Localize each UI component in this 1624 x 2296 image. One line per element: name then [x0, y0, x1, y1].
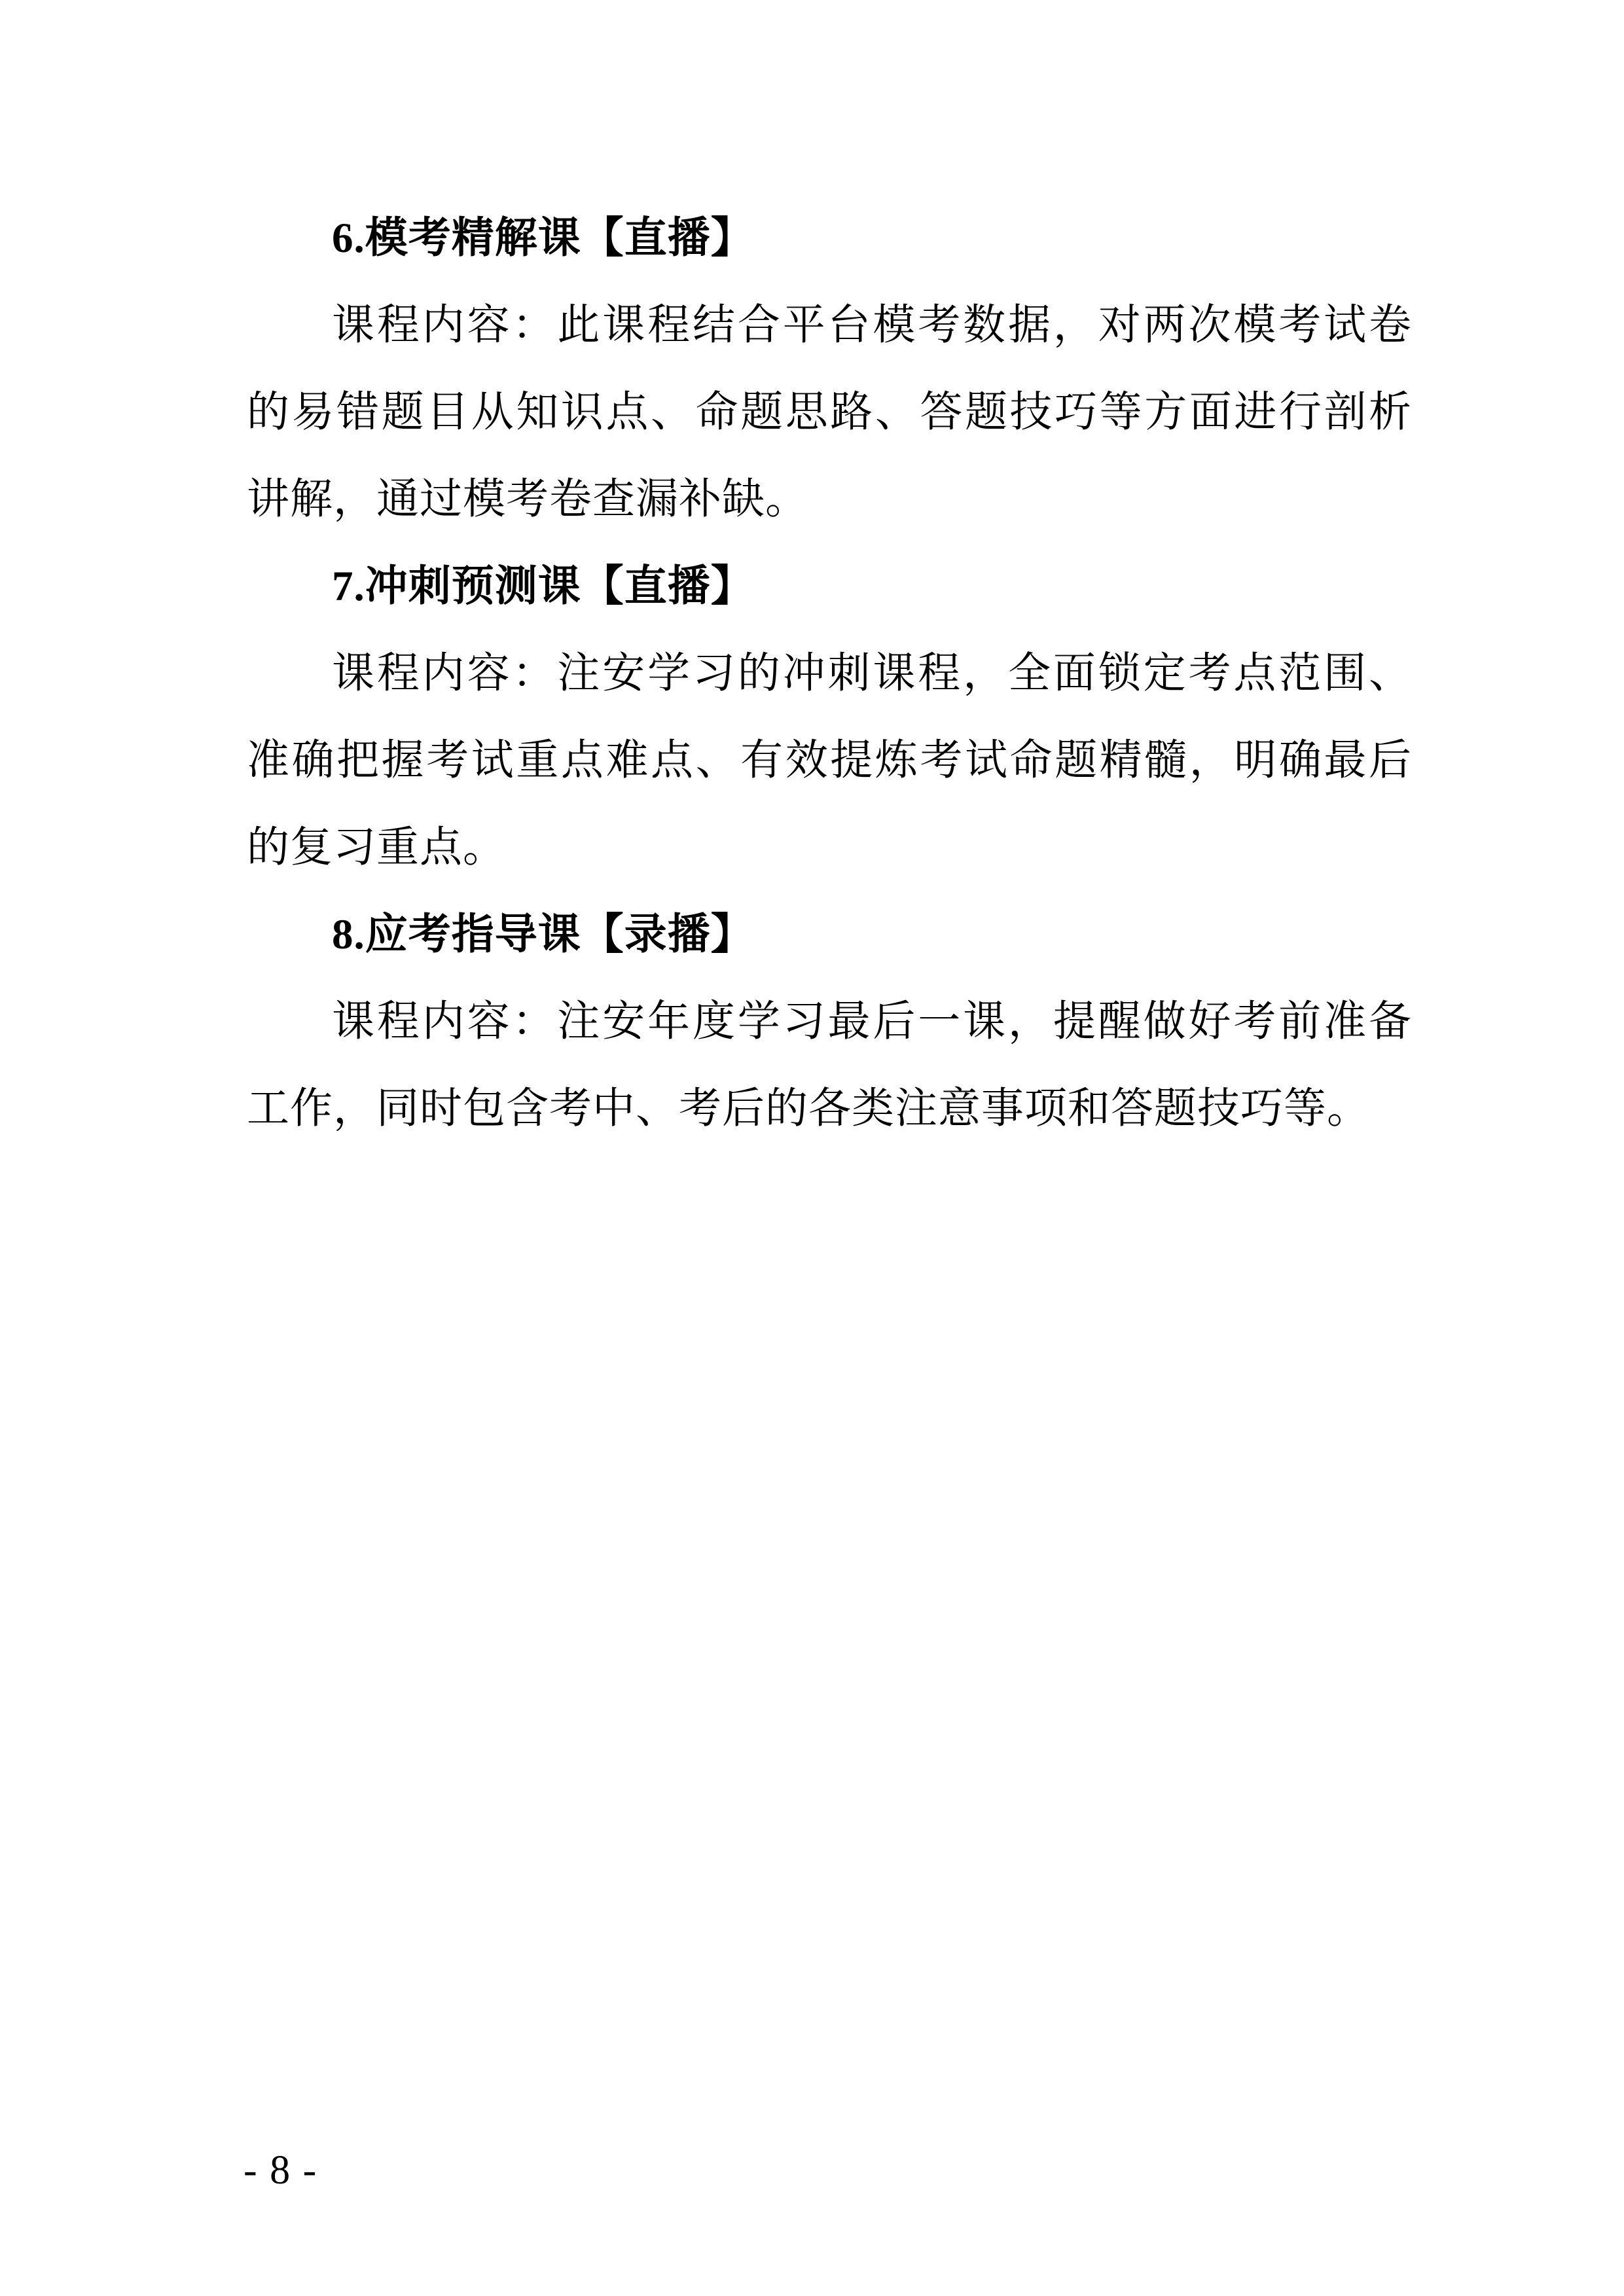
- section-6-body-line-2: 的易错题目从知识点、命题思路、答题技巧等方面进行剖析: [247, 389, 1412, 436]
- course-description-text: [247, 195, 1412, 1153]
- section-6-heading: 6.模考精解课【直播】: [332, 215, 754, 262]
- section-7-body-line-2: 准确把握考试重点难点、有效提炼考试命题精髓，明确最后: [247, 737, 1412, 784]
- section-6-body-line-3: 讲解，通过模考卷查漏补缺。: [247, 476, 809, 523]
- section-7-heading: 7.冲刺预测课【直播】: [332, 563, 754, 610]
- page-number: - 8 -: [244, 2148, 318, 2193]
- section-7-body-line-1: 课程内容：注安学习的冲刺课程，全面锁定考点范围、: [332, 650, 1412, 697]
- section-8-body-line-2: 工作，同时包含考中、考后的各类注意事项和答题技巧等。: [247, 1085, 1371, 1132]
- section-7-body-line-3: 的复习重点。: [247, 824, 507, 871]
- section-6-body-line-1: 课程内容：此课程结合平台模考数据，对两次模考试卷: [332, 302, 1412, 349]
- section-8-body-line-1: 课程内容：注安年度学习最后一课，提醒做好考前准备: [332, 998, 1412, 1045]
- section-8-heading: 8.应考指导课【录播】: [332, 911, 754, 958]
